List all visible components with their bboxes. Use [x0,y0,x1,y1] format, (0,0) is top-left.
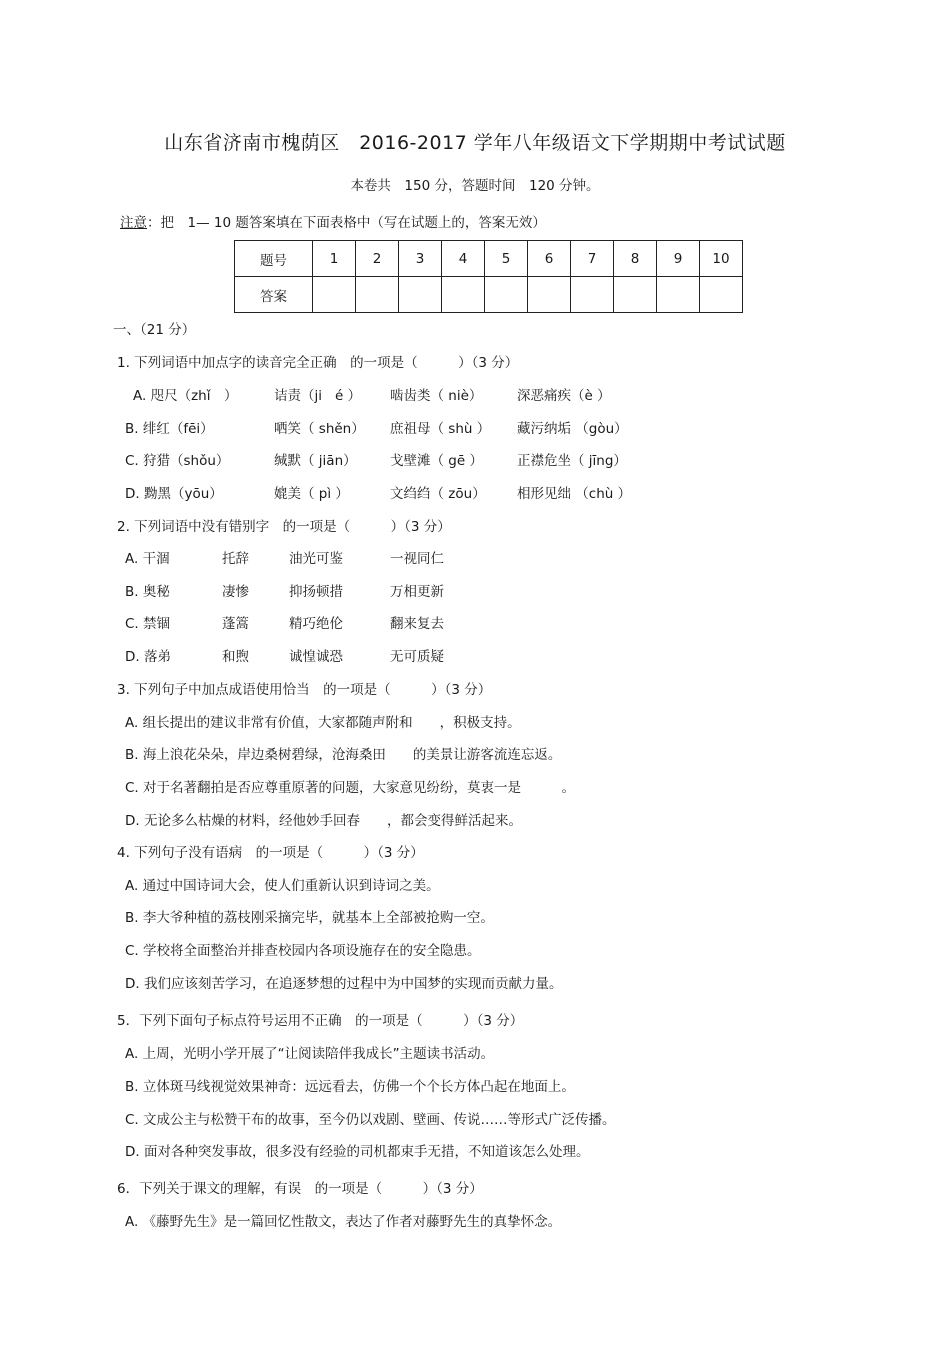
option-item: 缄默（ jiān） [274,453,357,469]
option-item: D. 面对各种突发事故，很多没有经验的司机都束手无措，不知道该怎么处理。 [125,1144,590,1160]
answer-cell[interactable] [313,277,356,313]
answer-cell[interactable] [442,277,485,313]
table-number-cell: 7 [571,241,614,277]
table-number-cell: 2 [356,241,399,277]
option-item: A. 通过中国诗词大会，使人们重新认识到诗词之美。 [125,878,440,894]
option-item: D. 落弟 [125,649,171,665]
option-item: C. 对于名著翻拍是否应尊重原著的问题，大家意见纷纷，莫衷一是 。 [125,780,576,796]
exam-title: 山东省济南市槐荫区 2016-2017 学年八年级语文下学期期中考试试题 [164,132,786,154]
option-item: B. 李大爷种植的荔枝刚采摘完毕，就基本上全部被抢购一空。 [125,910,494,926]
exam-subtitle: 本卷共 150 分，答题时间 120 分钟。 [350,178,600,194]
option-item: 蓬篙 [222,616,249,632]
option-item: 油光可鉴 [289,551,343,567]
answer-cell[interactable] [571,277,614,313]
option-item: 诘责（jiㅤé ） [274,388,362,404]
option-item: 万相更新 [390,584,444,600]
option-item: 文绉绉（ zōu） [390,486,486,502]
option-item: A. 组长提出的建议非常有价值，大家都随声附和 ，积极支持。 [125,715,521,731]
option-item: 无可质疑 [390,649,444,665]
option-item: B. 立体斑马线视觉效果神奇：远远看去，仿佛一个个长方体凸起在地面上。 [125,1079,575,1095]
section-heading: 一、（21 分） [113,322,196,338]
option-item: 庶祖母（ shù ） [390,421,491,437]
option-item: B. 奥秘 [125,584,170,600]
answer-cell[interactable] [356,277,399,313]
answer-cell[interactable] [528,277,571,313]
option-item: A. 《藤野先生》是一篇回忆性散文，表达了作者对藤野先生的真挚怀念。 [125,1214,562,1230]
answer-cell[interactable] [657,277,700,313]
answer-cell[interactable] [614,277,657,313]
answer-cell[interactable] [485,277,528,313]
option-item: 深恶痛疾（è ） [517,388,611,404]
table-number-cell: 1 [313,241,356,277]
table-header-number: 题号 [235,241,313,277]
question-stem: 6．下列关于课文的理解，有误 的一项是（ ）（3 分） [117,1181,483,1197]
table-number-cell: 9 [657,241,700,277]
answer-table-number-row [235,241,743,277]
option-item: 和煦 [222,649,249,665]
table-number-cell: 6 [528,241,571,277]
note-text: ：把 1— 10 题答案填在下面表格中（写在试题上的，答案无效） [147,215,546,231]
option-item: 精巧绝伦 [289,616,343,632]
option-item: A. 上周，光明小学开展了“让阅读陪伴我成长”主题读书活动。 [125,1046,495,1062]
option-item: B. 海上浪花朵朵，岸边桑树碧绿，沧海桑田 的美景让游客流连忘返。 [125,747,562,763]
table-number-cell: 4 [442,241,485,277]
option-item: C. 狩猎（shǒu） [125,453,230,469]
answer-note [120,211,546,231]
option-item: 戈壁滩（ gē ） [390,453,483,469]
option-item: C. 学校将全面整治并排查校园内各项设施存在的安全隐患。 [125,943,481,959]
option-item: 啮齿类（ niè） [390,388,483,404]
option-item: 相形见绌 （chù ） [517,486,632,502]
option-item: 托辞 [222,551,249,567]
question-stem: 3. 下列句子中加点成语使用恰当 的一项是（ ）（3 分） [117,682,492,698]
option-item: D. 我们应该刻苦学习，在追逐梦想的过程中为中国梦的实现而贡献力量。 [125,976,563,992]
answer-table-answer-row [235,277,743,313]
option-item: 抑扬顿措 [289,584,343,600]
question-stem: 1. 下列词语中加点字的读音完全正确 的一项是（ ）（3 分） [117,355,519,371]
table-number-cell: 3 [399,241,442,277]
option-item: 媲美（ pì ） [274,486,349,502]
option-item: 翻来复去 [390,616,444,632]
table-number-cell: 10 [700,241,743,277]
option-item: 凄惨 [222,584,249,600]
option-item: D. 无论多么枯燥的材料，经他妙手回春 ，都会变得鲜活起来。 [125,813,522,829]
option-item: 一视同仁 [390,551,444,567]
answer-cell[interactable] [700,277,743,313]
table-number-cell: 5 [485,241,528,277]
option-item: B. 绯红（fēi） [125,421,214,437]
option-item: A. 咫尺（zhǐ ） [133,388,238,404]
option-item: C. 文成公主与松赞干布的故事，至今仍以戏剧、壁画、传说……等形式广泛传播。 [125,1112,616,1128]
option-item: 哂笑（ shěn） [274,421,365,437]
option-item: 诚惶诚恐 [289,649,343,665]
answer-cell[interactable] [399,277,442,313]
option-item: A. 干涸 [125,551,170,567]
question-stem: 2. 下列词语中没有错别字 的一项是（ ）（3 分） [117,519,451,535]
option-item: 藏污纳垢 （gòu） [517,421,628,437]
table-number-cell: 8 [614,241,657,277]
answer-table [234,240,743,313]
note-label: 注意 [120,215,147,231]
question-stem: 5．下列下面句子标点符号运用不正确 的一项是（ ）（3 分） [117,1013,524,1029]
option-item: 正襟危坐（ jīng） [517,453,627,469]
option-item: D. 黝黑（yōu） [125,486,223,502]
question-stem: 4. 下列句子没有语病 的一项是（ ）（3 分） [117,845,424,861]
option-item: C. 禁锢 [125,616,171,632]
table-header-answer: 答案 [235,277,313,313]
